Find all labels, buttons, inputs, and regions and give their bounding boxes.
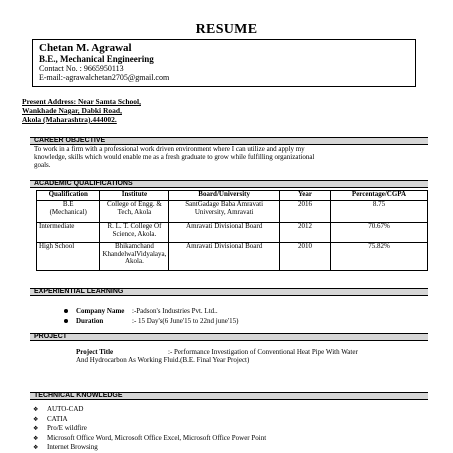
- list-item: [33, 434, 266, 444]
- cell-text: Bhikamchand: [114, 242, 154, 250]
- duration-line: [64, 317, 238, 325]
- cell-text: Akola.: [125, 257, 144, 265]
- address-line-1: Present Address: Near Samta School,: [22, 97, 141, 106]
- cell-text: B.E: [62, 200, 74, 208]
- board-cell: Amravati Divisional Board: [169, 243, 280, 271]
- list-item-text: AUTO-CAD: [47, 405, 84, 413]
- cell-text: SantGadage Baba Amravati: [185, 200, 264, 208]
- qualification-cell: High School: [37, 243, 100, 271]
- section-heading-career: CAREER OBJECTIVE: [30, 137, 428, 145]
- section-heading-experiential: EXPERIENTIAL LEARNING: [30, 288, 428, 296]
- career-line-2: knowledge, skills which would enable me as a fresh graduate to grow while fulfilling organizational: [34, 153, 315, 161]
- project-title-value: :- Performance Investigation of Conventional Heat Pipe With Water: [168, 348, 358, 356]
- technical-list: [33, 405, 266, 453]
- qualification-cell: Intermediate: [37, 223, 100, 243]
- cell-text: (Mechanical): [49, 207, 87, 216]
- duration-value: :- 15 Day's(6 June'15 to 22nd june'15): [132, 317, 239, 325]
- table-row: [37, 201, 428, 223]
- cell-text: Science, Akola.: [112, 229, 157, 238]
- year-cell: 2012: [279, 223, 330, 243]
- career-objective-text: [34, 145, 428, 169]
- column-header: Year: [279, 191, 330, 201]
- percentage-cell: 70.67%: [331, 223, 428, 243]
- diamond-bullet-icon: ❖: [33, 406, 39, 413]
- email-address: E-mail:-agrawalchetan2705@gmail.com: [39, 73, 170, 82]
- career-line-1: To work in a firm with a professional work driven environment where I can utilize and apply my: [34, 145, 305, 153]
- percentage-cell: 75.82%: [331, 243, 428, 271]
- duration-label: Duration: [76, 317, 104, 325]
- diamond-bullet-icon: ❖: [33, 425, 39, 432]
- column-header: Qualification: [37, 191, 100, 201]
- section-heading-project: PROJECT: [30, 333, 428, 341]
- resume-title: RESUME: [195, 22, 258, 37]
- column-header: Board/University: [169, 191, 280, 201]
- cell-text: University, Amravati: [194, 207, 254, 216]
- contact-header-box: [32, 39, 416, 87]
- cell-text: College of Engg. &: [107, 200, 162, 208]
- project-title-line-2: And Hydrocarbon As Working Fluid.(B.E. Final Year Project): [76, 356, 250, 364]
- project-title-label: Project Title: [76, 348, 114, 356]
- table-row: [37, 243, 428, 271]
- candidate-name: Chetan M. Agrawal: [39, 42, 132, 54]
- list-item: [33, 443, 266, 453]
- institute-cell: [100, 243, 169, 271]
- diamond-bullet-icon: ❖: [33, 444, 39, 451]
- bullet-icon: [64, 319, 68, 323]
- column-header: Institute: [100, 191, 169, 201]
- section-heading-academic: ACADEMIC QUALIFICATIONS: [30, 180, 428, 188]
- year-cell: 2010: [279, 243, 330, 271]
- list-item-text: Pro/E wildfire: [47, 424, 87, 432]
- bullet-icon: [64, 309, 68, 313]
- address-line-2: Wankhade Nagar, Dabki Road,: [22, 106, 122, 115]
- list-item: [33, 424, 266, 434]
- institute-cell: [100, 201, 169, 223]
- board-cell: [169, 201, 280, 223]
- cell-text: KhandelwalVidyalaya,: [102, 249, 167, 258]
- list-item: [33, 405, 266, 415]
- career-line-3: goals.: [34, 161, 51, 169]
- present-address: [22, 97, 141, 124]
- address-line-3: Akola (Maharashtra).444002.: [22, 115, 117, 124]
- project-title-block: [76, 348, 428, 364]
- list-item-text: Microsoft Office Word, Microsoft Office Excel, Microsoft Office Power Point: [47, 433, 267, 442]
- academic-table: [36, 190, 428, 271]
- candidate-degree: B.E., Mechanical Engineering: [39, 54, 154, 64]
- table-header-row: [37, 191, 428, 201]
- cell-text: R. L. T. College Of: [107, 222, 162, 230]
- list-item-text: Internet Browsing: [47, 443, 98, 451]
- diamond-bullet-icon: ❖: [33, 434, 39, 442]
- cell-text: Tech, Akola: [117, 207, 152, 216]
- qualification-cell: [37, 201, 100, 223]
- company-value: :-Padson's Industries Pvt. Ltd..: [132, 307, 218, 315]
- contact-number: Contact No. : 9665950113: [39, 64, 124, 73]
- table-row: [37, 223, 428, 243]
- column-header: Percentage/CGPA: [331, 191, 428, 201]
- board-cell: Amravati Divisional Board: [169, 223, 280, 243]
- company-line: [64, 307, 218, 315]
- percentage-cell: 8.75: [331, 201, 428, 223]
- list-item: [33, 415, 266, 425]
- diamond-bullet-icon: ❖: [33, 415, 39, 423]
- year-cell: 2016: [279, 201, 330, 223]
- institute-cell: [100, 223, 169, 243]
- section-heading-technical: TECHNICAL KNOWLEDGE: [30, 392, 428, 400]
- list-item-text: CATIA: [47, 414, 68, 423]
- company-label: Company Name: [76, 307, 125, 315]
